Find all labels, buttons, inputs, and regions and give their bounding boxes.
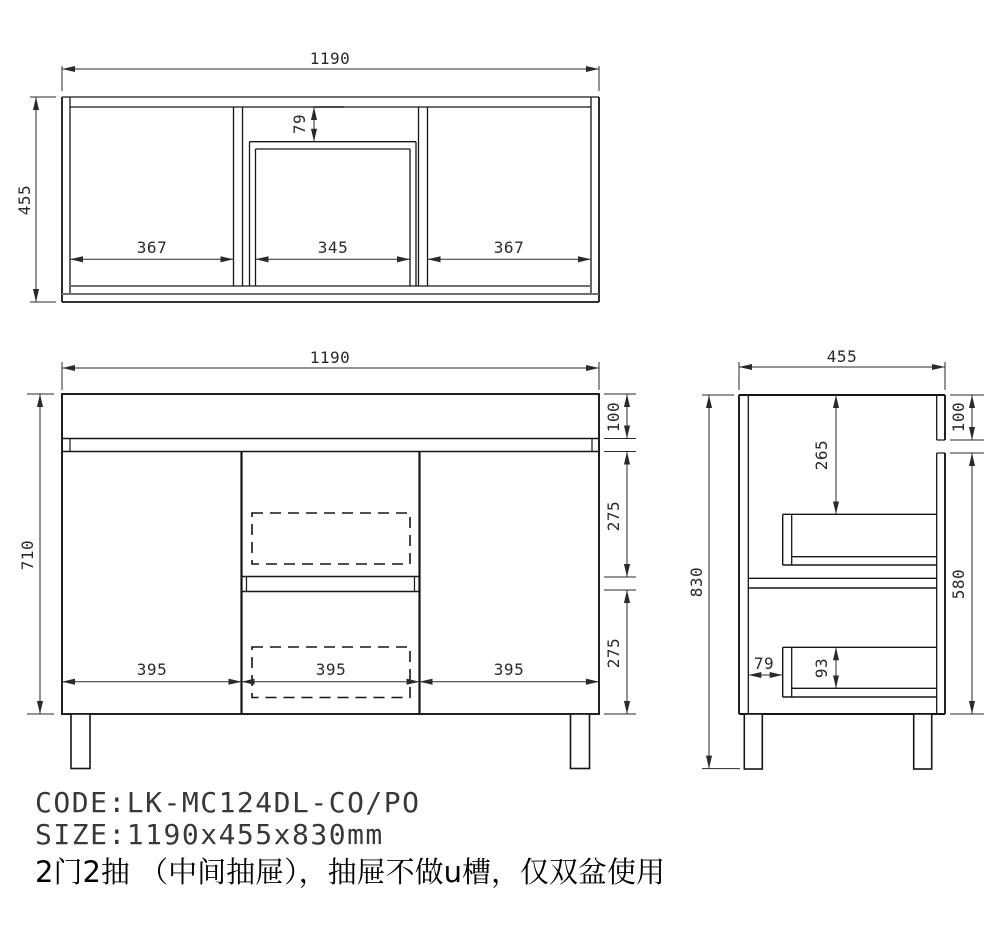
front-leg-left <box>71 714 90 769</box>
dim-label-middle-section: 345 <box>317 238 349 257</box>
dim-label-top-width: 1190 <box>309 49 351 68</box>
dim-label-right-section: 367 <box>493 238 525 257</box>
dim-label-side-counter: 100 <box>949 401 968 433</box>
dim-label-top-depth: 455 <box>15 184 34 216</box>
note-description: 2门2抽 （中间抽屉），抽屉不做u槽，仅双盆使用 <box>35 855 666 889</box>
dim-label-front-width: 1190 <box>309 348 351 367</box>
drawer1-dashed-outline <box>252 513 410 564</box>
side-view <box>687 347 984 769</box>
side-leg-front <box>744 714 762 769</box>
dim-label-drawer-width: 395 <box>315 660 347 679</box>
note-code: CODE:LK-MC124DL-CO/PO <box>35 786 421 819</box>
dim-label-front-counter: 100 <box>604 401 623 433</box>
notes-block <box>35 786 665 889</box>
dim-label-side-depth: 455 <box>826 347 858 366</box>
dim-label-drawer-offset: 265 <box>812 439 831 471</box>
dim-label-sink-offset: 79 <box>290 113 309 135</box>
dim-label-body-height: 580 <box>949 568 968 600</box>
dim-label-drawer-top: 275 <box>604 500 623 532</box>
dim-label-door-right: 395 <box>493 660 525 679</box>
note-size: SIZE:1190x455x830mm <box>35 818 384 851</box>
dim-label-front-height: 710 <box>18 539 37 571</box>
dim-label-back-offset: 79 <box>753 654 775 673</box>
side-leg-back <box>914 714 932 769</box>
top-view <box>15 49 599 302</box>
dim-label-drawer-inner: 93 <box>812 657 831 679</box>
front-view <box>18 348 636 769</box>
dim-label-door-left: 395 <box>136 660 168 679</box>
dim-label-drawer-bottom: 275 <box>604 637 623 669</box>
front-leg-right <box>571 714 590 769</box>
dim-label-left-section: 367 <box>136 238 168 257</box>
dim-label-total-height: 830 <box>687 566 706 598</box>
